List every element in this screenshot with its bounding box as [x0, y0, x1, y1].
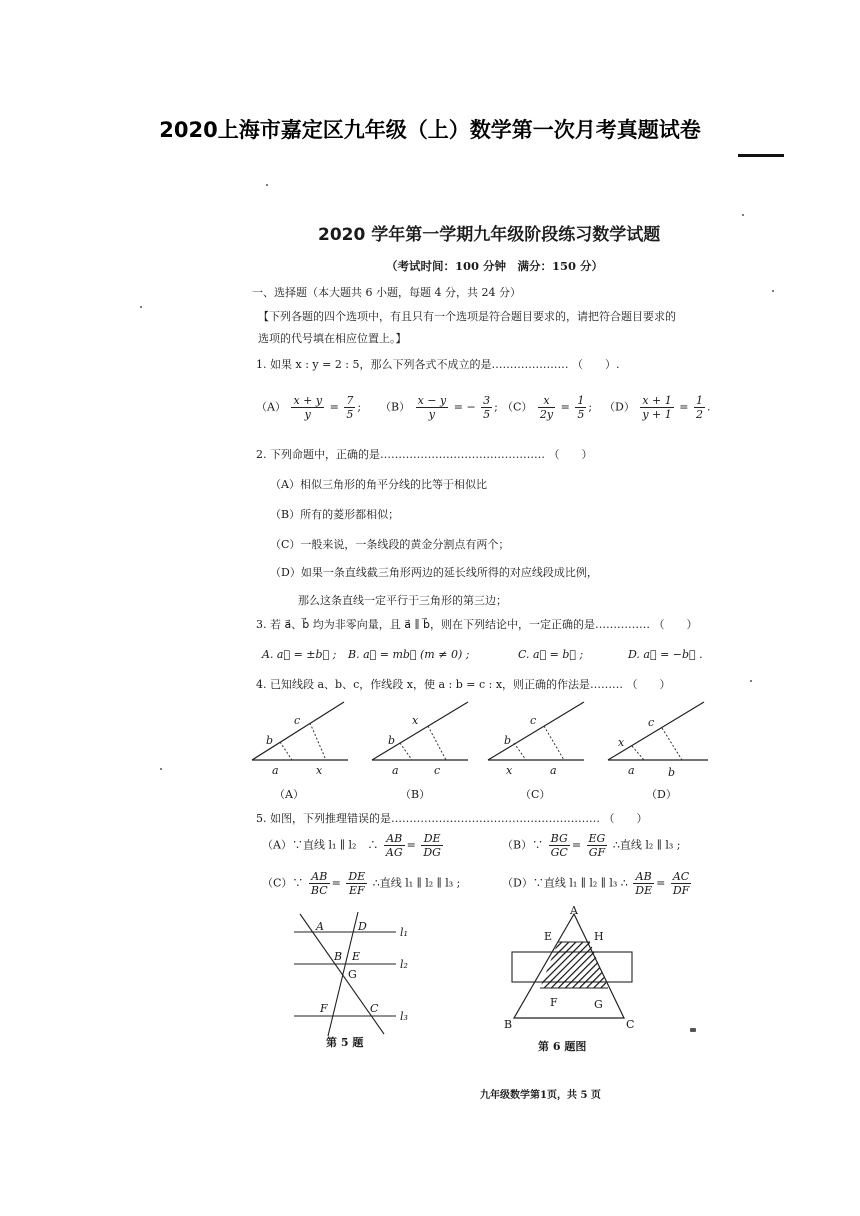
q4-figures [248, 698, 768, 806]
fig5-label-l2: l₂ [400, 958, 408, 971]
q5-c-tail: ∴直线 l₁ ∥ l₂ ∥ l₃ ; [372, 876, 461, 890]
q1-c-eq: = [560, 400, 570, 414]
q4-d-base-2: b [668, 766, 676, 779]
q1-b-eq: = − [453, 400, 476, 414]
q1-d-rhs: $\frac{1}{2}$ [695, 394, 703, 421]
q5-b-rhs: $\frac{EG}{GF}$ [588, 832, 606, 859]
scan-speck [772, 290, 774, 292]
figure-5-caption: 第 5 题 [326, 1036, 364, 1049]
q1-d-lhs: $\frac{x + 1}{y + 1}$ [642, 394, 672, 421]
q2-option-b: （B）所有的菱形都相似； [270, 508, 400, 521]
q4-c-low-1: b [504, 734, 512, 747]
section-heading: 一、选择题（本大题共 6 小题，每题 4 分，共 24 分） [252, 286, 521, 299]
q3-option-d: D. a⃗ = −b⃗ . [628, 648, 703, 661]
q4-b-label: （B） [400, 788, 431, 801]
q4-figure-a [252, 702, 348, 801]
scan-speck [750, 680, 752, 682]
scan-speck [266, 184, 268, 186]
q4-b-low-2: x [412, 714, 419, 727]
q4-a-base-1: a [272, 764, 279, 777]
q5-d-lhs: $\frac{AB}{DE}$ [635, 870, 653, 897]
q4-c-low-2: c [530, 714, 537, 727]
instruction-line-2: 选项的代号填在相应位置上。】 [258, 332, 407, 345]
q5-stem: 5. 如图，下列推理错误的是………………………………………………… （ ） [256, 812, 648, 825]
q2-option-c: （C）一般来说，一条线段的黄金分割点有两个； [270, 538, 510, 551]
fig5-label-d: D [358, 920, 367, 933]
q1-option-d: （D） $\frac{x + 1}{y + 1}$ = $\frac{1}{2}$ . [604, 394, 711, 421]
q3-option-a: A. a⃗ = ±b⃗ ; [262, 648, 337, 661]
fig6-label-a: A [570, 906, 578, 917]
q1-b-rhs: $\frac{3}{5}$ [483, 394, 491, 421]
q5-b-lhs: $\frac{BG}{GC}$ [550, 832, 568, 859]
q5-a-text: （A）∵直线 l₁ ∥ l₂ ∴ [262, 838, 379, 852]
q5-option-b: （B）∵ $\frac{BG}{GC}$ = $\frac{EG}{GF}$ ∴直线 l₂ ∥ l₃ ; [502, 832, 681, 859]
q5-option-d: （D）∵直线 l₁ ∥ l₂ ∥ l₃ ∴ $\frac{AB}{DE}$ = $\frac{AC}{DF}$ [502, 870, 690, 897]
q1-d-label: （D） [604, 400, 635, 414]
fig5-label-c: C [370, 1002, 379, 1015]
q5-c-rhs: $\frac{DE}{EF}$ [348, 870, 366, 897]
q1-b-label: （B） [380, 400, 411, 414]
paper-title: 2020 学年第一学期九年级阶段练习数学试题 [318, 225, 661, 245]
fig6-label-c: C [626, 1018, 635, 1031]
q5-b-text: （B）∵ [502, 838, 544, 852]
q1-c-lhs: $\frac{x}{2y}$ [539, 394, 554, 421]
document-title: 2020上海市嘉定区九年级（上）数学第一次月考真题试卷 [159, 118, 701, 142]
figure-6-caption: 第 6 题图 [538, 1040, 587, 1053]
page-footer: 九年级数学第1页，共 5 页 [480, 1090, 601, 1101]
q4-figure-b [372, 702, 468, 801]
paper-subtitle: （考试时间：100 分钟 满分：150 分） [386, 259, 604, 273]
figure-6 [498, 906, 648, 1038]
q1-a-label: （A） [256, 400, 286, 414]
q4-a-low-1: b [266, 734, 274, 747]
q5-c-text: （C）∵ [262, 876, 304, 890]
fig5-label-g: G [348, 968, 357, 981]
fig6-label-f: F [550, 996, 558, 1009]
scanned-exam-page [230, 150, 790, 1110]
q1-c-label: （C） [502, 400, 533, 414]
q4-a-label: （A） [274, 788, 304, 801]
q4-c-base-2: a [550, 764, 557, 777]
q5-option-c: （C）∵ $\frac{AB}{BC}$ = $\frac{DE}{EF}$ ∴直线 l₁ ∥ l₂ ∥ l₃ ; [262, 870, 461, 897]
q1-option-b: （B） $\frac{x - y}{y}$ = − $\frac{3}{5}$ ; [380, 394, 498, 421]
fig5-label-a: A [316, 920, 324, 933]
fig5-label-e: E [352, 950, 361, 963]
fig6-label-b: B [504, 1018, 513, 1031]
q4-stem: 4. 已知线段 a、b、c，作线段 x，使 a : b = c : x，则正确的作法是……… （ ） [256, 678, 671, 691]
q1-d-eq: = [679, 400, 689, 414]
instruction-line-1: 【下列各题的四个选项中，有且只有一个选项是符合题目要求的，请把符合题目要求的 [258, 310, 676, 323]
q5-option-a: （A）∵直线 l₁ ∥ l₂ ∴ $\frac{AB}{AG}$ = $\frac{DE}{DG}$ [262, 832, 441, 859]
fig5-label-l1: l₁ [400, 926, 408, 939]
scan-speck [742, 214, 744, 216]
q5-b-tail: ∴直线 l₂ ∥ l₃ ; [612, 838, 681, 852]
figure-5 [286, 906, 416, 1046]
q4-d-low-1: x [618, 736, 625, 749]
q4-d-base-1: a [628, 764, 635, 777]
q1-stem: 1. 如果 x : y = 2 : 5，那么下列各式不成立的是………………… （ ）. [256, 358, 620, 371]
fig5-label-l3: l₃ [400, 1010, 408, 1023]
fig5-label-b: B [334, 950, 343, 963]
q4-c-base-1: x [506, 764, 513, 777]
q4-figure-d [608, 702, 708, 801]
q5-d-text: （D）∵直线 l₁ ∥ l₂ ∥ l₃ ∴ [502, 876, 628, 890]
q4-d-low-2: c [648, 716, 655, 729]
q1-c-rhs: $\frac{1}{5}$ [577, 394, 585, 421]
q4-c-label: （C） [520, 788, 551, 801]
q1-option-a: （A） $\frac{x + y}{y}$ = $\frac{7}{5}$ ; [256, 394, 362, 421]
q2-stem: 2. 下列命题中，正确的是……………………………………… （ ） [256, 448, 593, 461]
q5-d-rhs: $\frac{AC}{DF}$ [672, 870, 690, 897]
q5-c-lhs: $\frac{AB}{BC}$ [310, 870, 328, 897]
q4-figure-c [488, 702, 584, 801]
q1-a-rhs: $\frac{7}{5}$ [346, 394, 354, 421]
q4-d-label: （D） [646, 788, 677, 801]
q4-a-base-2: x [316, 764, 323, 777]
q1-option-c: （C） $\frac{x}{2y}$ = $\frac{1}{5}$ ; [502, 394, 593, 421]
scan-speck [160, 768, 162, 770]
scan-speck [140, 306, 142, 308]
q5-a-rhs: $\frac{DE}{DG}$ [423, 832, 441, 859]
q4-b-base-1: a [392, 764, 399, 777]
q2-option-d: （D）如果一条直线截三角形两边的延长线所得的对应线段成比例， [270, 566, 598, 579]
q3-stem: 3. 若 a⃗、b⃗ 均为非零向量，且 a⃗ ∥ b⃗，则在下列结论中，一定正确的是…………… （ ） [256, 618, 698, 631]
fig6-label-e: E [544, 930, 553, 943]
scan-mark-line [738, 154, 784, 157]
q1-a-eq: = [329, 400, 339, 414]
fig5-label-f: F [320, 1002, 328, 1015]
q1-a-lhs: $\frac{x + y}{y}$ [293, 394, 323, 421]
q3-option-c: C. a⃗ = b⃗ ; [518, 648, 584, 661]
q3-option-b: B. a⃗ = mb⃗ (m ≠ 0) ; [348, 648, 470, 661]
scan-speck [690, 1028, 696, 1032]
q2-option-d-cont: 那么这条直线一定平行于三角形的第三边； [298, 594, 507, 607]
q2-option-a: （A）相似三角形的角平分线的比等于相似比 [270, 478, 487, 491]
q4-b-base-2: c [434, 764, 441, 777]
fig6-label-h: H [594, 930, 604, 943]
q4-b-low-1: b [388, 734, 396, 747]
q4-a-low-2: c [294, 714, 301, 727]
q5-a-lhs: $\frac{AB}{AG}$ [385, 832, 403, 859]
fig6-label-g: G [594, 998, 603, 1011]
q1-b-lhs: $\frac{x - y}{y}$ [417, 394, 447, 421]
